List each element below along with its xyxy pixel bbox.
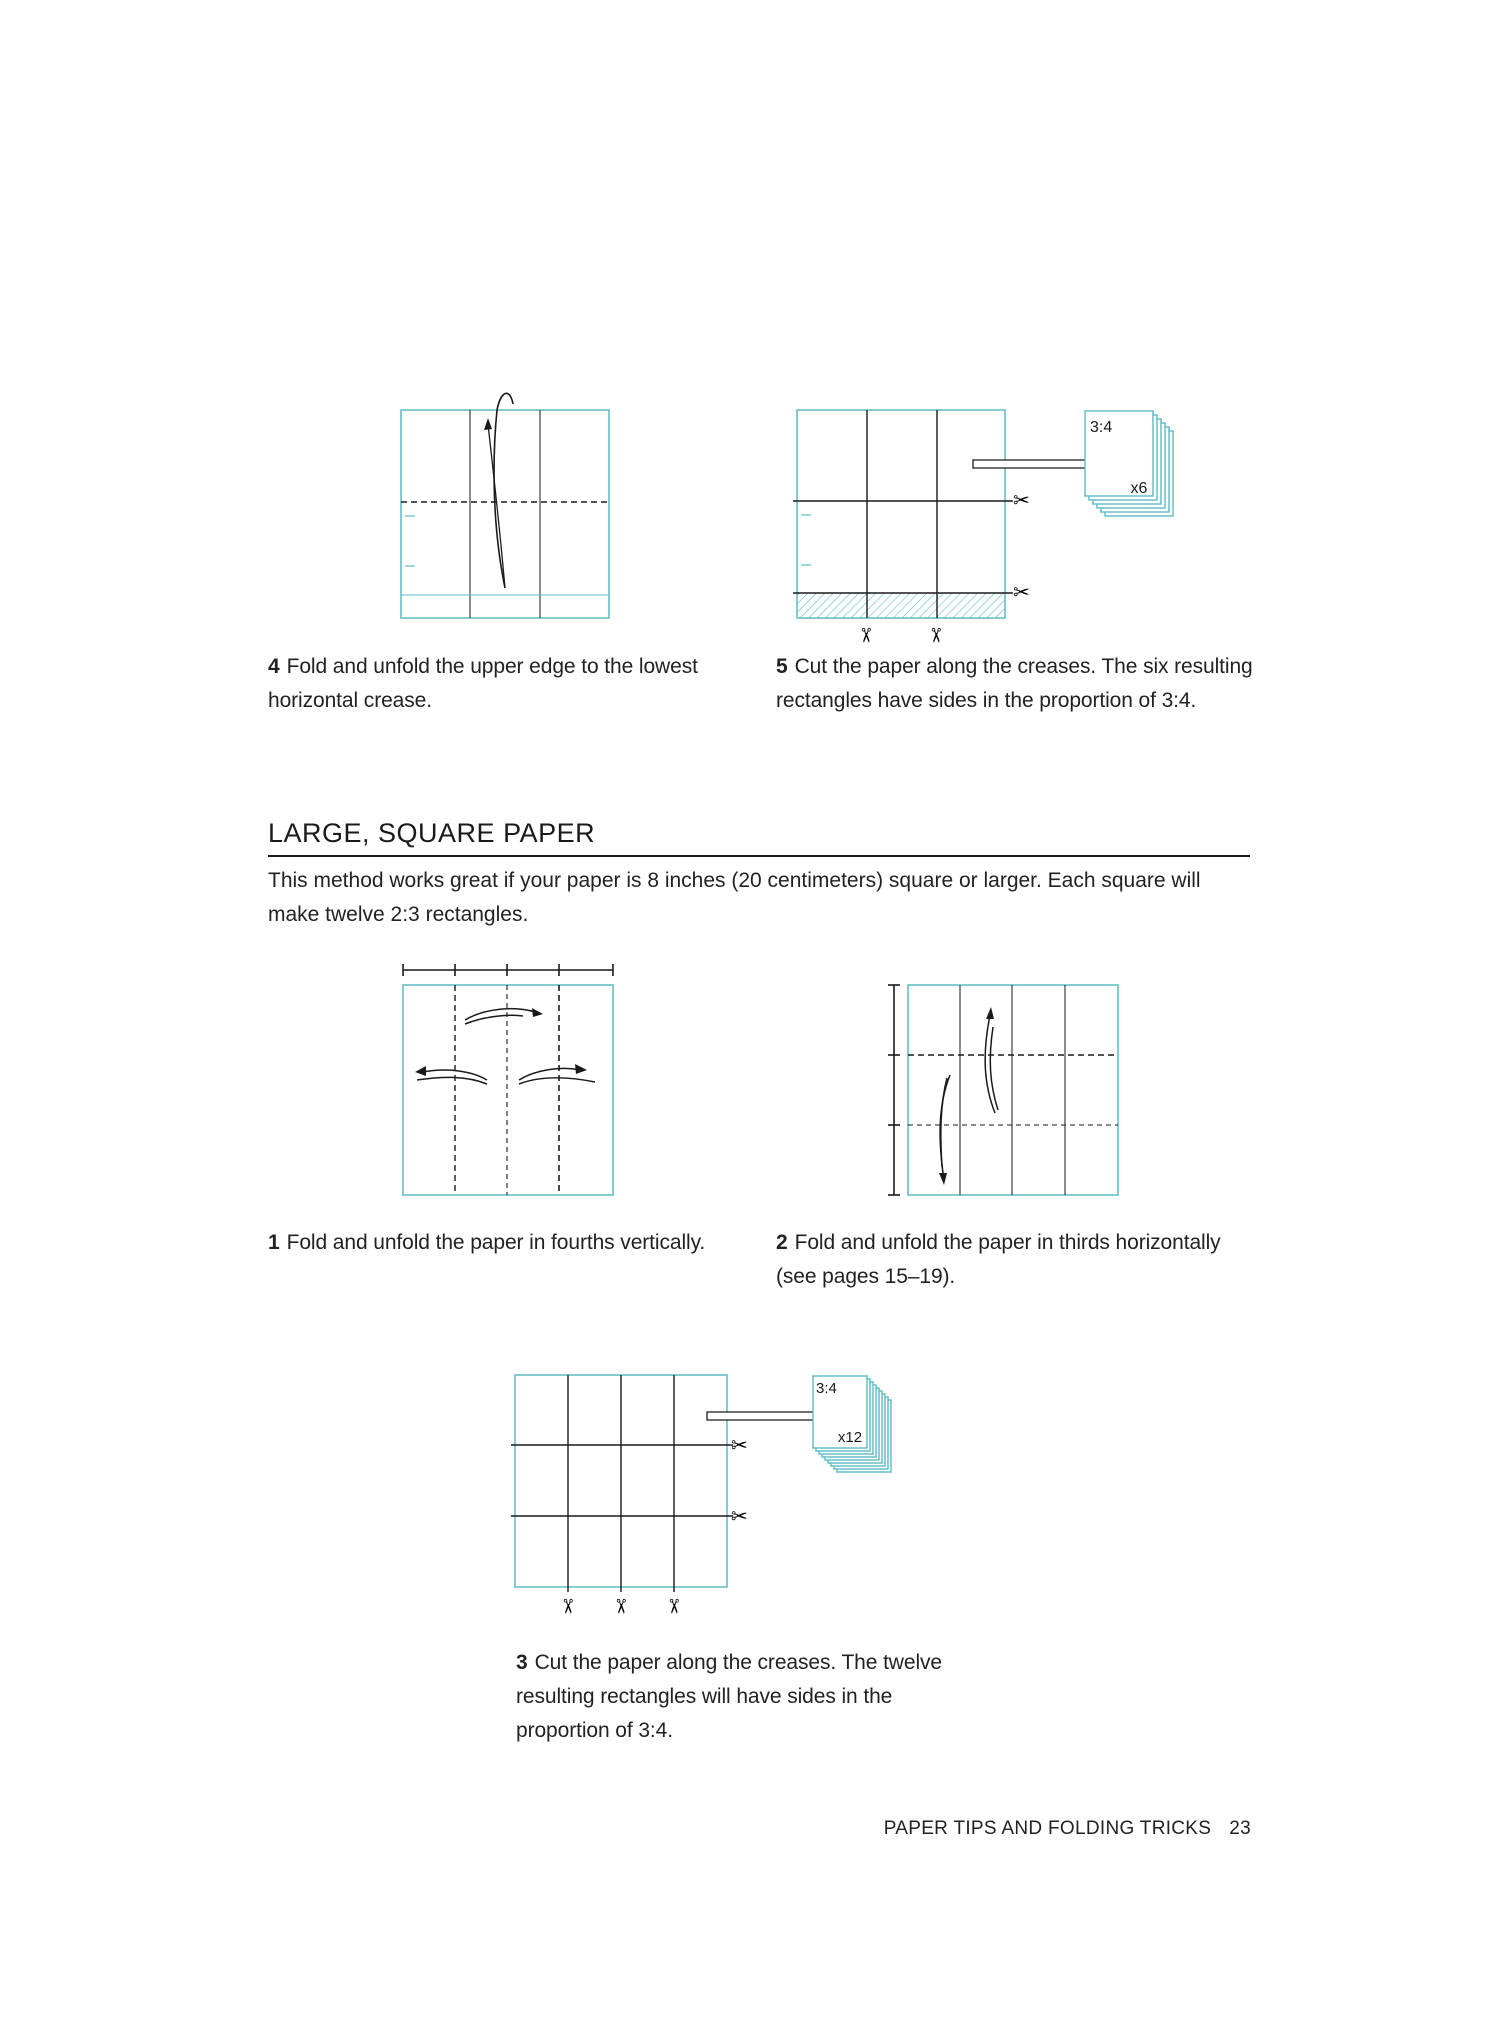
arrowhead	[532, 1008, 543, 1017]
step-2-diagram	[880, 975, 1130, 1205]
scissors-icon: ✂	[662, 1598, 686, 1615]
scissors-icon: ✂	[854, 627, 878, 644]
step-2-caption	[776, 1226, 1256, 1294]
step-number: 4	[268, 655, 280, 678]
step-3-diagram	[505, 1370, 915, 1630]
section-title: LARGE, SQUARE PAPER	[268, 818, 1250, 857]
running-head: PAPER TIPS AND FOLDING TRICKS	[883, 1818, 1212, 1839]
stack-ratio-label: 3:4	[816, 1380, 837, 1397]
scissors-icon: ✂	[1013, 580, 1030, 604]
stack-count-label: x6	[1130, 480, 1148, 497]
fold-arrow-icon	[940, 1075, 950, 1180]
discard-strip	[797, 593, 1005, 618]
step-1-caption	[268, 1226, 768, 1260]
arrowhead	[484, 418, 492, 430]
arrowhead	[575, 1064, 587, 1074]
step-4-diagram	[395, 390, 620, 630]
scissors-icon: ✂	[731, 1504, 748, 1528]
scissors-icon: ✂	[924, 627, 948, 644]
scissors-icon: ✂	[609, 1598, 633, 1615]
result-arrow-icon	[973, 454, 1103, 474]
fold-unfold-arrow-inner	[488, 424, 505, 588]
step-number: 2	[776, 1231, 788, 1254]
fold-arrow-icon	[985, 1015, 998, 1113]
section-intro: This method works great if your paper is 8 inches (20 centimeters) square or larger. Each square will make twelve 2:3 rectangles.	[268, 869, 1201, 926]
step-4-caption	[268, 650, 738, 718]
paper-square	[797, 410, 1005, 618]
step-number: 3	[516, 1651, 528, 1674]
step-1-diagram	[395, 960, 625, 1200]
step-number: 1	[268, 1231, 280, 1254]
scissors-icon: ✂	[1013, 488, 1030, 512]
fold-arrow-icon	[465, 1009, 535, 1024]
fold-arrow-icon	[417, 1070, 487, 1084]
arrowhead	[939, 1173, 947, 1185]
scissors-icon: ✂	[731, 1433, 748, 1457]
paper-square	[403, 985, 613, 1195]
step-text: Cut the paper along the creases. The six resulting rectangles have sides in the proportion of 3:4.	[776, 655, 1253, 712]
stack-count-label: x12	[837, 1429, 863, 1446]
step-5-caption	[776, 650, 1256, 718]
arrowhead	[986, 1007, 994, 1019]
step-number: 5	[776, 655, 788, 678]
scissors-icon: ✂	[556, 1598, 580, 1615]
stack-ratio-label: 3:4	[1090, 419, 1113, 436]
fold-unfold-arrow	[494, 393, 513, 588]
step-text: Cut the paper along the creases. The twelve resulting rectangles will have sides in the proportion of 3:4.	[516, 1651, 942, 1742]
step-3-caption	[516, 1646, 986, 1748]
page-footer	[884, 1818, 1251, 1840]
step-text: Fold and unfold the paper in thirds horizontally (see pages 15–19).	[776, 1231, 1221, 1288]
step-text: Fold and unfold the paper in fourths vertically.	[286, 1231, 706, 1254]
page-number: 23	[1229, 1818, 1251, 1839]
step-text: Fold and unfold the upper edge to the lowest horizontal crease.	[268, 655, 698, 712]
paper-square	[908, 985, 1118, 1195]
arrowhead	[415, 1066, 426, 1076]
step-5-diagram	[785, 395, 1205, 655]
